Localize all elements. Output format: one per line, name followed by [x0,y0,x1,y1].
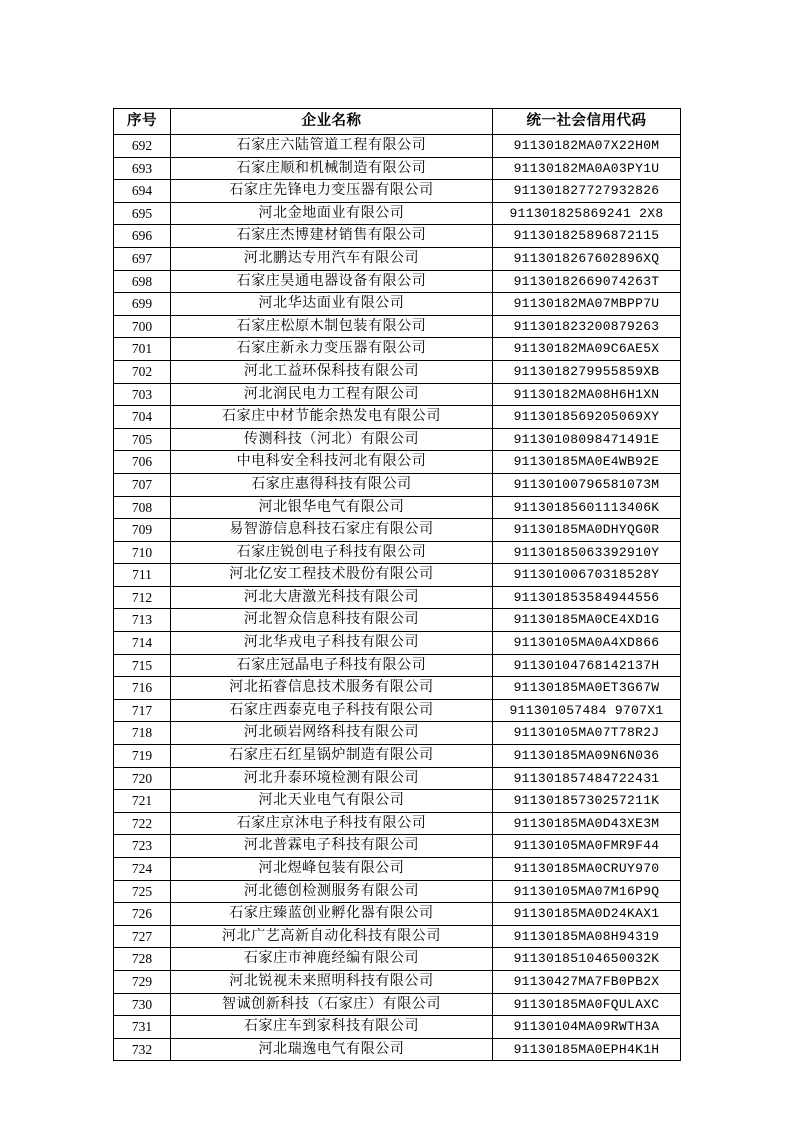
cell-credit-code: 91130185MA0D24KAX1 [493,903,681,926]
table-row [114,767,681,790]
cell-credit-code: 91130100796581073M [493,473,681,496]
cell-enterprise-name: 石家庄锐创电子科技有限公司 [171,541,493,564]
cell-enterprise-name: 河北硕岩网络科技有限公司 [171,722,493,745]
table-row [114,903,681,926]
cell-index: 705 [114,428,171,451]
table-row [114,948,681,971]
cell-index: 722 [114,812,171,835]
cell-enterprise-name: 河北华戎电子科技有限公司 [171,632,493,655]
cell-credit-code: 91130185MA0CRUY970 [493,858,681,881]
table-row [114,202,681,225]
cell-credit-code: 911301857484722431 [493,767,681,790]
table-row [114,609,681,632]
cell-index: 694 [114,180,171,203]
cell-index: 714 [114,632,171,655]
cell-enterprise-name: 石家庄松原木制包装有限公司 [171,315,493,338]
cell-index: 693 [114,157,171,180]
table-row [114,180,681,203]
cell-credit-code: 911301825869241 2X8 [493,202,681,225]
column-header-index: 序号 [114,109,171,135]
cell-index: 716 [114,677,171,700]
cell-enterprise-name: 河北普霖电子科技有限公司 [171,835,493,858]
cell-enterprise-name: 河北锐视未来照明科技有限公司 [171,970,493,993]
cell-credit-code: 91130182MA08H6H1XN [493,383,681,406]
table-row [114,383,681,406]
cell-enterprise-name: 中电科安全科技河北有限公司 [171,451,493,474]
cell-index: 699 [114,293,171,316]
cell-index: 706 [114,451,171,474]
cell-enterprise-name: 石家庄六陆管道工程有限公司 [171,135,493,158]
table-row [114,812,681,835]
cell-credit-code: 91130185MA0D43XE3M [493,812,681,835]
cell-index: 725 [114,880,171,903]
table-row [114,519,681,542]
cell-credit-code: 91130182669074263T [493,270,681,293]
cell-index: 731 [114,1016,171,1039]
cell-index: 719 [114,745,171,768]
table-row [114,406,681,429]
cell-enterprise-name: 石家庄石红星锅炉制造有限公司 [171,745,493,768]
cell-index: 702 [114,360,171,383]
table-row [114,1038,681,1061]
cell-enterprise-name: 石家庄臻蓝创业孵化器有限公司 [171,903,493,926]
table-row [114,835,681,858]
table-row [114,157,681,180]
cell-enterprise-name: 河北煜峰包装有限公司 [171,858,493,881]
table-row [114,496,681,519]
cell-index: 721 [114,790,171,813]
table-row [114,880,681,903]
cell-index: 726 [114,903,171,926]
cell-enterprise-name: 河北瑞逸电气有限公司 [171,1038,493,1061]
table-row [114,270,681,293]
cell-index: 723 [114,835,171,858]
table-row [114,225,681,248]
cell-index: 698 [114,270,171,293]
cell-credit-code: 91130185MA08H94319 [493,925,681,948]
cell-credit-code: 91130185MA0CE4XD1G [493,609,681,632]
table-row [114,451,681,474]
cell-index: 695 [114,202,171,225]
cell-credit-code: 9113018267602896XQ [493,247,681,270]
cell-index: 700 [114,315,171,338]
table-row [114,473,681,496]
table-header [114,109,681,135]
cell-enterprise-name: 河北天业电气有限公司 [171,790,493,813]
cell-credit-code: 91130105MA0A4XD866 [493,632,681,655]
cell-credit-code: 91130182MA09C6AE5X [493,338,681,361]
table-row [114,993,681,1016]
cell-index: 720 [114,767,171,790]
table-header-row [114,109,681,135]
cell-index: 727 [114,925,171,948]
cell-index: 718 [114,722,171,745]
cell-credit-code: 91130104MA09RWTH3A [493,1016,681,1039]
cell-enterprise-name: 河北华达面业有限公司 [171,293,493,316]
cell-index: 724 [114,858,171,881]
cell-credit-code: 91130182MA07X22H0M [493,135,681,158]
cell-enterprise-name: 石家庄车到家科技有限公司 [171,1016,493,1039]
cell-credit-code: 9113018569205069XY [493,406,681,429]
cell-index: 717 [114,699,171,722]
cell-credit-code: 91130185063392910Y [493,541,681,564]
cell-credit-code: 91130185MA09N6N036 [493,745,681,768]
cell-enterprise-name: 石家庄顺和机械制造有限公司 [171,157,493,180]
cell-enterprise-name: 石家庄冠晶电子科技有限公司 [171,654,493,677]
table-row [114,247,681,270]
cell-credit-code: 91130182MA0A03PY1U [493,157,681,180]
cell-credit-code: 911301827727932826 [493,180,681,203]
table-row [114,564,681,587]
cell-index: 697 [114,247,171,270]
cell-credit-code: 91130185MA0FQULAXC [493,993,681,1016]
cell-credit-code: 91130185MA0EPH4K1H [493,1038,681,1061]
table-row [114,925,681,948]
table-row [114,654,681,677]
table-row [114,541,681,564]
cell-enterprise-name: 石家庄先锋电力变压器有限公司 [171,180,493,203]
column-header-enterprise-name: 企业名称 [171,109,493,135]
table-row [114,1016,681,1039]
cell-enterprise-name: 河北拓睿信息技术服务有限公司 [171,677,493,700]
cell-enterprise-name: 石家庄昊通电器设备有限公司 [171,270,493,293]
cell-index: 710 [114,541,171,564]
cell-enterprise-name: 河北德创检测服务有限公司 [171,880,493,903]
cell-enterprise-name: 河北银华电气有限公司 [171,496,493,519]
cell-enterprise-name: 河北金地面业有限公司 [171,202,493,225]
enterprise-registry-table-wrapper [113,108,680,1061]
table-row [114,699,681,722]
cell-index: 728 [114,948,171,971]
cell-enterprise-name: 河北鹏达专用汽车有限公司 [171,247,493,270]
table-row [114,135,681,158]
cell-credit-code: 91130185104650032K [493,948,681,971]
cell-enterprise-name: 易智游信息科技石家庄有限公司 [171,519,493,542]
cell-credit-code: 91130185601113406K [493,496,681,519]
table-row [114,745,681,768]
cell-enterprise-name: 河北智众信息科技有限公司 [171,609,493,632]
table-row [114,858,681,881]
cell-index: 692 [114,135,171,158]
cell-credit-code: 9113018279955859XB [493,360,681,383]
cell-enterprise-name: 石家庄中材节能余热发电有限公司 [171,406,493,429]
cell-credit-code: 91130100670318528Y [493,564,681,587]
cell-credit-code: 91130108098471491E [493,428,681,451]
cell-index: 701 [114,338,171,361]
table-row [114,586,681,609]
cell-index: 708 [114,496,171,519]
cell-enterprise-name: 石家庄杰博建材销售有限公司 [171,225,493,248]
table-row [114,293,681,316]
table-row [114,790,681,813]
cell-index: 712 [114,586,171,609]
cell-credit-code: 91130104768142137H [493,654,681,677]
cell-enterprise-name: 河北升泰环境检测有限公司 [171,767,493,790]
cell-credit-code: 911301823200879263 [493,315,681,338]
cell-credit-code: 91130105MA07M16P9Q [493,880,681,903]
table-row [114,315,681,338]
cell-index: 732 [114,1038,171,1061]
column-header-credit-code: 统一社会信用代码 [493,109,681,135]
cell-index: 696 [114,225,171,248]
cell-credit-code: 91130185MA0DHYQG0R [493,519,681,542]
cell-enterprise-name: 河北润民电力工程有限公司 [171,383,493,406]
cell-index: 730 [114,993,171,1016]
cell-credit-code: 911301853584944556 [493,586,681,609]
cell-credit-code: 91130185MA0E4WB92E [493,451,681,474]
cell-enterprise-name: 河北工益环保科技有限公司 [171,360,493,383]
cell-enterprise-name: 石家庄惠得科技有限公司 [171,473,493,496]
table-row [114,677,681,700]
cell-index: 715 [114,654,171,677]
table-row [114,428,681,451]
cell-index: 709 [114,519,171,542]
table-row [114,360,681,383]
cell-enterprise-name: 智诚创新科技（石家庄）有限公司 [171,993,493,1016]
cell-index: 713 [114,609,171,632]
cell-credit-code: 911301825896872115 [493,225,681,248]
cell-enterprise-name: 河北广艺高新自动化科技有限公司 [171,925,493,948]
cell-credit-code: 91130105MA07T78R2J [493,722,681,745]
cell-credit-code: 911301057484 9707X1 [493,699,681,722]
cell-enterprise-name: 石家庄市神鹿经编有限公司 [171,948,493,971]
table-row [114,970,681,993]
cell-index: 729 [114,970,171,993]
cell-index: 704 [114,406,171,429]
cell-credit-code: 91130185730257211K [493,790,681,813]
cell-enterprise-name: 石家庄新永力变压器有限公司 [171,338,493,361]
table-body [114,135,681,1061]
cell-index: 707 [114,473,171,496]
table-row [114,722,681,745]
cell-enterprise-name: 河北亿安工程技术股份有限公司 [171,564,493,587]
cell-enterprise-name: 石家庄京沐电子科技有限公司 [171,812,493,835]
cell-index: 711 [114,564,171,587]
cell-credit-code: 91130182MA07MBPP7U [493,293,681,316]
cell-credit-code: 91130427MA7FB0PB2X [493,970,681,993]
table-row [114,632,681,655]
cell-enterprise-name: 河北大唐激光科技有限公司 [171,586,493,609]
cell-index: 703 [114,383,171,406]
cell-enterprise-name: 石家庄西泰克电子科技有限公司 [171,699,493,722]
cell-credit-code: 91130105MA0FMR9F44 [493,835,681,858]
enterprise-registry-table [113,108,681,1061]
cell-enterprise-name: 传测科技（河北）有限公司 [171,428,493,451]
cell-credit-code: 91130185MA0ET3G67W [493,677,681,700]
table-row [114,338,681,361]
